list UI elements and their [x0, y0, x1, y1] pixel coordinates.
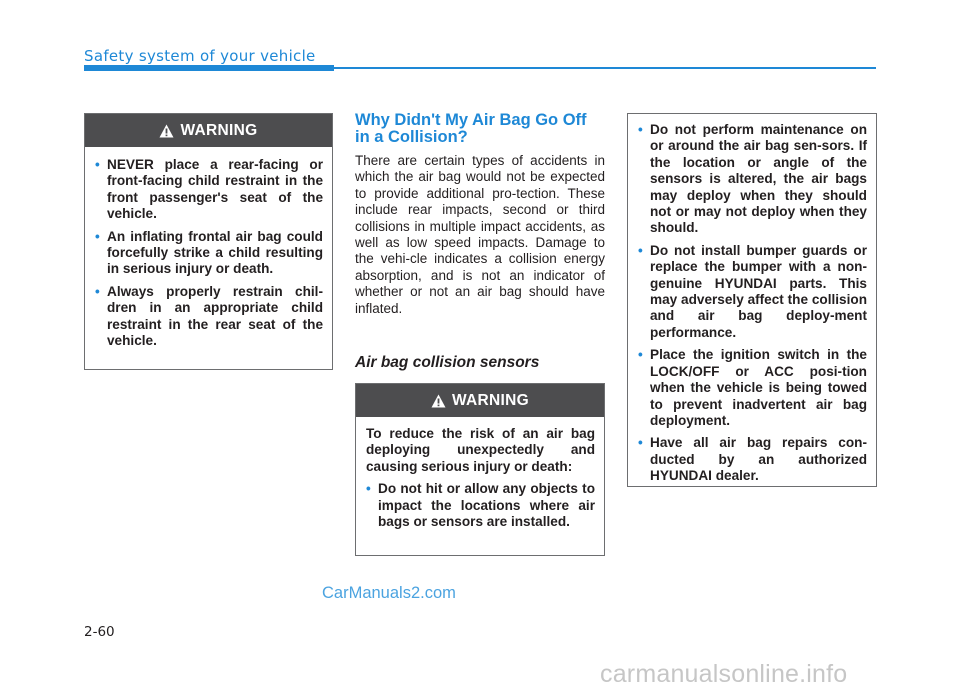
header-bar-thin: [334, 67, 876, 69]
warning-header: [356, 384, 604, 417]
warning-header: [85, 114, 332, 147]
list-item: • Do not perform maintenance on or around the air bag sen-sors. If the location or angle of the sensors is altered, the air bags may deploy when they should not or may not deploy when they should.: [638, 122, 867, 237]
warning-intro: To reduce the risk of an air bag deploying unexpectedly and causing serious injury or death:: [366, 426, 595, 474]
warning-triangle-icon: [431, 394, 446, 408]
section-title: Safety system of your vehicle: [84, 47, 316, 65]
list-item: • Do not hit or allow any objects to impact the locations where air bags or sensors are installed.: [366, 481, 595, 530]
footer-watermark: carmanualsonline.info: [600, 660, 848, 688]
left-warning-list: [95, 157, 323, 349]
right-warning-list: [638, 122, 867, 485]
left-warning-box: [84, 113, 333, 370]
list-item: • An inflating frontal air bag could forcefully strike a child resulting in serious injury or death.: [95, 229, 323, 278]
subheading: Air bag collision sensors: [355, 354, 540, 371]
page-number: 2-60: [84, 624, 115, 640]
middle-warning-box: [355, 383, 605, 556]
section-heading: Why Didn't My Air Bag Go Off in a Collision?: [355, 111, 587, 146]
list-item: • Always properly restrain chil-dren in an appropriate child restraint in the rear seat of the vehicle.: [95, 284, 323, 350]
list-item: • Place the ignition switch in the LOCK/OFF or ACC posi-tion when the vehicle is being towed to prevent inadvertent air bag deployment.: [638, 347, 867, 429]
header-bar-thick: [84, 65, 334, 71]
list-item: • Do not install bumper guards or replace the bumper with a non-genuine HYUNDAI parts. This may adversely affect the collision and air bag deploy-ment performance.: [638, 243, 867, 341]
right-warning-box: [627, 113, 877, 487]
middle-warning-list: [366, 481, 595, 530]
warning-label: WARNING: [180, 121, 258, 139]
list-item: • NEVER place a rear-facing or front-facing child restraint in the front passenger's seat of the vehicle.: [95, 157, 323, 223]
warning-label: WARNING: [451, 391, 529, 409]
list-item: • Have all air bag repairs con-ducted by an authorized HYUNDAI dealer.: [638, 435, 867, 484]
body-paragraph: There are certain types of accidents in which the air bag would not be expected to provide additional pro-tection. These include rear impacts, second or third collisions in multiple impact accidents, as well as low speed impacts. Damage to the vehi-cle indicates a collision energy absorption, and is not an indicator of whether or not an air bag should have inflated.: [355, 153, 605, 316]
watermark-link[interactable]: CarManuals2.com: [322, 584, 456, 602]
warning-triangle-icon: [159, 124, 174, 138]
